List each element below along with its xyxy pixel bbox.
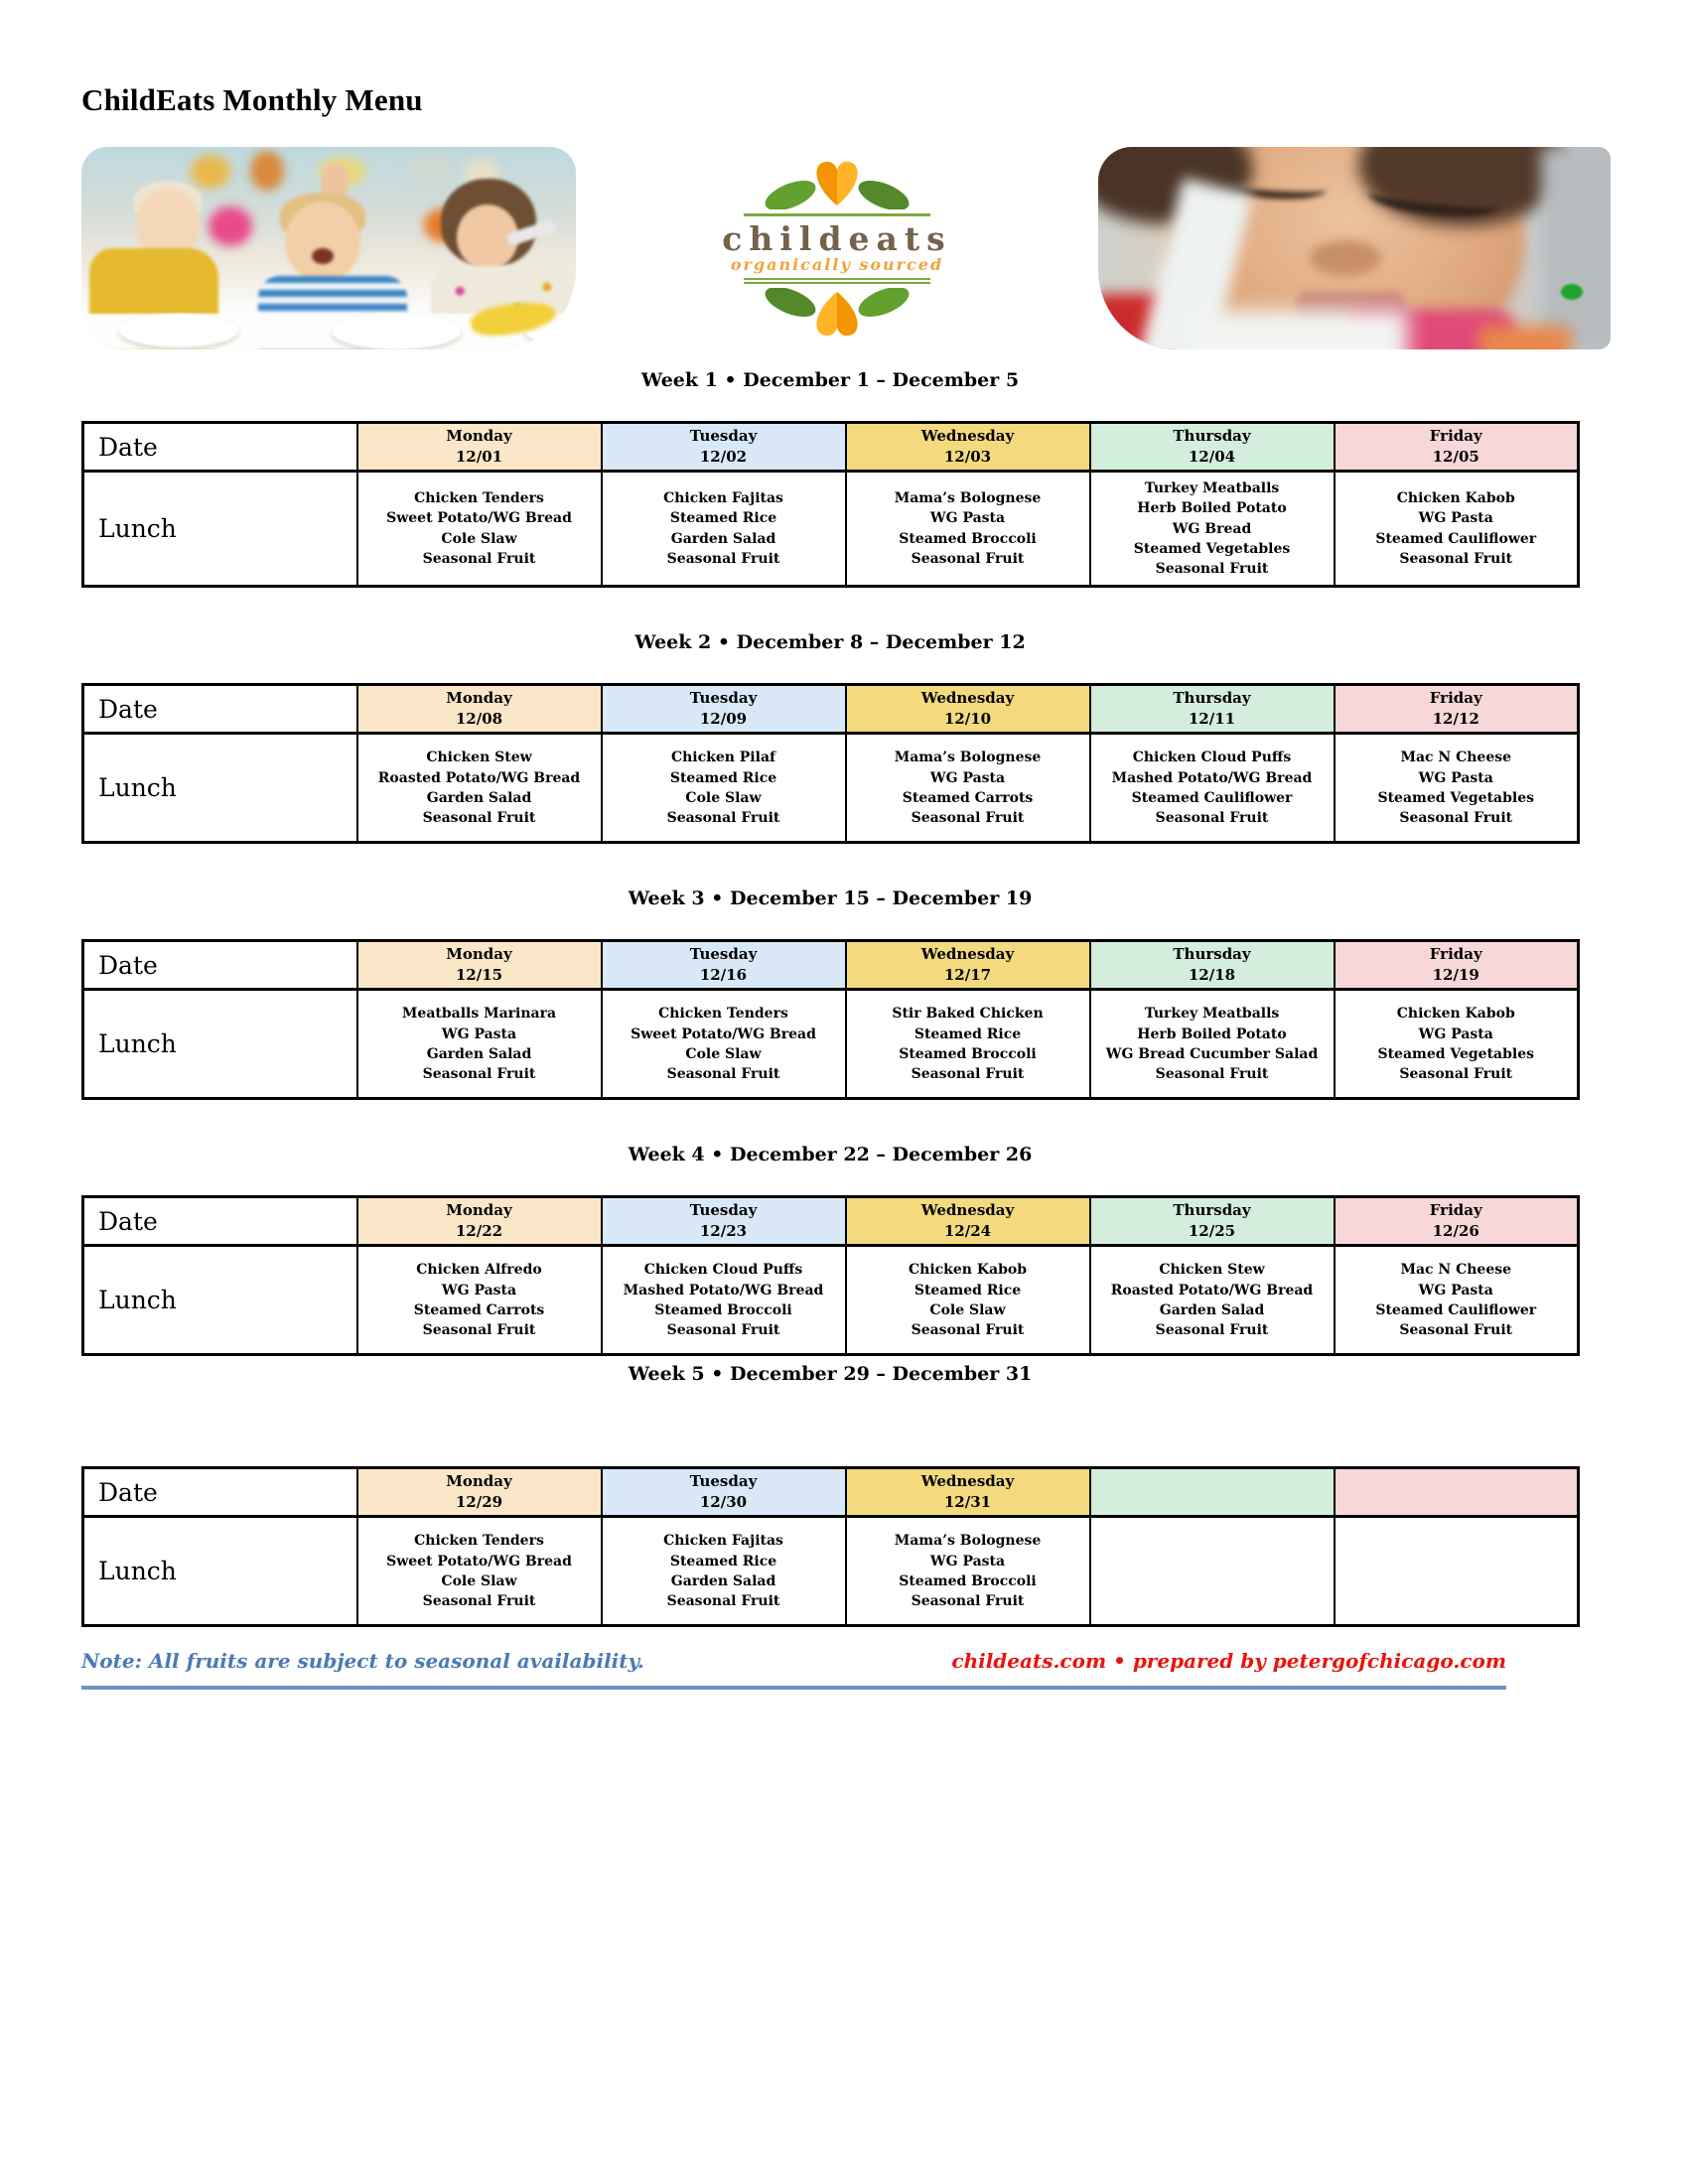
- menu-item: Chicken Tenders: [414, 1533, 544, 1550]
- menu-item: Seasonal Fruit: [911, 810, 1025, 827]
- logo-wordmark: childeats: [722, 218, 952, 258]
- day-header: [1335, 685, 1579, 734]
- week-section-3: [81, 887, 1688, 1100]
- day-name: Monday: [446, 945, 512, 964]
- menu-item: WG Pasta: [1418, 769, 1493, 786]
- photo-background: [1541, 147, 1611, 349]
- menu-cell: [357, 1517, 602, 1626]
- menu-item: Roasted Potato/WG Bread: [377, 769, 581, 786]
- menu-table: [81, 421, 1580, 588]
- lunch-row-label: Lunch: [83, 990, 357, 1099]
- menu-item: Sweet Potato/WG Bread: [386, 1553, 572, 1570]
- day-date: 12/10: [943, 710, 992, 729]
- menu-cell: [1335, 990, 1579, 1099]
- week-heading: Week 5 • December 29 – December 31: [628, 1363, 1033, 1386]
- week-section-2: [81, 631, 1688, 844]
- menu-item: Garden Salad: [1159, 1301, 1265, 1318]
- menu-item: Steamed Rice: [914, 1025, 1022, 1042]
- day-date: 12/17: [943, 966, 992, 985]
- menu-item: Garden Salad: [426, 789, 532, 806]
- menu-cell: [846, 1246, 1090, 1355]
- menu-item: Chicken Alfredo: [416, 1262, 542, 1279]
- menu-cell: [602, 1517, 846, 1626]
- menu-item: Meatballs Marinara: [401, 1006, 557, 1023]
- day-name: Monday: [446, 427, 512, 445]
- date-row-label: Date: [83, 423, 357, 472]
- day-header: [846, 1197, 1090, 1246]
- day-header: [357, 941, 602, 990]
- menu-item: WG Pasta: [441, 1282, 517, 1298]
- logo-tagline: organically sourced: [730, 254, 944, 274]
- menu-item: Chicken Kabob: [1396, 490, 1515, 507]
- day-header: [1090, 941, 1335, 990]
- day-name: Thursday: [1173, 1201, 1251, 1220]
- photo-nose: [1310, 240, 1381, 276]
- menu-cell: [1090, 472, 1335, 587]
- photo-decor: [191, 155, 230, 189]
- menu-item: WG Pasta: [1418, 1282, 1493, 1298]
- day-header: [1090, 1468, 1335, 1517]
- day-date: 12/15: [455, 966, 503, 985]
- day-header: [1335, 941, 1579, 990]
- day-date: 12/26: [1432, 1222, 1479, 1241]
- menu-table: [81, 1195, 1580, 1356]
- menu-item: Turkey Meatballs: [1144, 1006, 1280, 1023]
- day-date: 12/23: [699, 1222, 748, 1241]
- date-row-label: Date: [83, 1197, 357, 1246]
- menu-item: Seasonal Fruit: [911, 551, 1025, 568]
- day-date: 12/22: [455, 1222, 503, 1241]
- photo-child-center: [312, 248, 334, 264]
- menu-item: Chicken Kabob: [1396, 1006, 1515, 1023]
- day-header: [602, 423, 846, 472]
- menu-item: Seasonal Fruit: [911, 1066, 1025, 1083]
- menu-item: Seasonal Fruit: [1155, 561, 1269, 578]
- menu-cell: [1335, 472, 1579, 587]
- menu-item: Steamed Vegetables: [1377, 789, 1535, 806]
- menu-item: Steamed Rice: [669, 1553, 777, 1570]
- menu-cell: [1090, 990, 1335, 1099]
- menu-item: Mama’s Bolognese: [894, 490, 1042, 507]
- photo-foreground: [1186, 310, 1408, 349]
- lunch-row-label: Lunch: [83, 1246, 357, 1355]
- day-name: Wednesday: [920, 689, 1015, 708]
- menu-cell: [602, 1246, 846, 1355]
- menu-item: Seasonal Fruit: [1399, 551, 1513, 568]
- day-header: [357, 1468, 602, 1517]
- day-header: [846, 941, 1090, 990]
- menu-item: Seasonal Fruit: [422, 810, 536, 827]
- photo-bowl: [332, 314, 461, 349]
- day-header: [846, 1468, 1090, 1517]
- day-header: [1335, 1197, 1579, 1246]
- menu-item: Steamed Cauliflower: [1375, 1301, 1537, 1318]
- menu-item: Herb Boiled Potato: [1137, 1025, 1287, 1042]
- menu-item: Sweet Potato/WG Bread: [631, 1025, 816, 1042]
- menu-table: [81, 939, 1580, 1100]
- logo-rule-top: [744, 213, 930, 216]
- menu-cell: [1090, 1246, 1335, 1355]
- menu-item: Seasonal Fruit: [666, 551, 780, 568]
- day-name: Monday: [446, 689, 512, 708]
- day-date: 12/11: [1188, 710, 1236, 729]
- menu-item: Seasonal Fruit: [1399, 1322, 1513, 1339]
- day-name: Monday: [446, 1472, 512, 1491]
- day-header: [1090, 423, 1335, 472]
- menu-item: Seasonal Fruit: [1399, 1066, 1513, 1083]
- menu-item: WG Pasta: [929, 769, 1006, 786]
- day-header: [1335, 423, 1579, 472]
- day-header: [1335, 1468, 1579, 1517]
- photo-children-eating: [81, 147, 576, 349]
- week-heading: Week 4 • December 22 – December 26: [628, 1144, 1033, 1166]
- menu-item: Seasonal Fruit: [422, 551, 536, 568]
- day-name: Friday: [1429, 945, 1482, 964]
- menu-cell: [357, 990, 602, 1099]
- day-header: [602, 941, 846, 990]
- menu-item: Chicken Kabob: [909, 1262, 1027, 1279]
- menu-item: Steamed Cauliflower: [1375, 530, 1537, 547]
- menu-item: Garden Salad: [670, 530, 776, 547]
- menu-item: Chicken Fajitas: [663, 1533, 783, 1550]
- menu-item: Steamed Broccoli: [654, 1301, 792, 1318]
- menu-item: Garden Salad: [426, 1045, 532, 1062]
- menu-item: Steamed Vegetables: [1133, 540, 1291, 557]
- menu-cell: [1335, 1517, 1579, 1626]
- lunch-row-label: Lunch: [83, 1517, 357, 1626]
- menu-item: Cole Slaw: [685, 789, 762, 806]
- date-row-label: Date: [83, 1468, 357, 1517]
- day-date: 12/19: [1432, 966, 1479, 985]
- footer-credit: childeats.com • prepared by petergofchicago.com: [951, 1649, 1506, 1674]
- menu-item: WG Pasta: [441, 1025, 517, 1042]
- menu-item: Seasonal Fruit: [1399, 810, 1513, 827]
- day-header: [357, 685, 602, 734]
- menu-item: Chicken Stew: [1159, 1262, 1265, 1279]
- day-name: Tuesday: [689, 1201, 758, 1220]
- day-header: [602, 1468, 846, 1517]
- photo-child-center: [285, 202, 360, 283]
- menu-item: WG Pasta: [929, 1553, 1006, 1570]
- day-name: Monday: [446, 1201, 512, 1220]
- logo-rule-bottom: [744, 278, 930, 284]
- menu-item: Steamed Broccoli: [899, 1045, 1037, 1062]
- day-date: 12/18: [1188, 966, 1236, 985]
- lunch-row-label: Lunch: [83, 734, 357, 843]
- day-date: 12/30: [699, 1493, 748, 1512]
- day-name: Tuesday: [689, 427, 758, 445]
- week-section-4: [81, 1144, 1688, 1356]
- day-name: Tuesday: [689, 945, 758, 964]
- menu-item: Sweet Potato/WG Bread: [386, 510, 572, 527]
- day-header: [602, 1197, 846, 1246]
- menu-cell: [357, 734, 602, 843]
- menu-item: Seasonal Fruit: [666, 1322, 780, 1339]
- week-section-5: [81, 1363, 1688, 1627]
- logo-area: [576, 147, 1098, 349]
- menu-item: Mama’s Bolognese: [894, 1533, 1042, 1550]
- day-name: Wednesday: [920, 1472, 1015, 1491]
- menu-item: WG Pasta: [929, 510, 1006, 527]
- menu-cell: [357, 472, 602, 587]
- menu-item: Seasonal Fruit: [1155, 810, 1269, 827]
- menu-item: Steamed Vegetables: [1377, 1045, 1535, 1062]
- photo-decor: [250, 151, 284, 191]
- day-date: 12/24: [943, 1222, 992, 1241]
- day-name: Friday: [1429, 427, 1482, 445]
- menu-cell: [846, 990, 1090, 1099]
- menu-item: Seasonal Fruit: [422, 1593, 536, 1610]
- week-section-1: [81, 369, 1688, 588]
- day-header: [602, 685, 846, 734]
- menu-item: Seasonal Fruit: [1155, 1066, 1269, 1083]
- menu-item: Steamed Carrots: [413, 1301, 545, 1318]
- header-banner: [81, 147, 1611, 349]
- day-date: 12/05: [1432, 448, 1479, 466]
- menu-item: Chicken Cloud Puffs: [643, 1262, 803, 1279]
- day-name: Thursday: [1173, 689, 1251, 708]
- menu-item: Mama’s Bolognese: [894, 750, 1042, 766]
- menu-item: Cole Slaw: [685, 1045, 762, 1062]
- day-date: 12/02: [699, 448, 748, 466]
- day-name: Tuesday: [689, 1472, 758, 1491]
- day-name: Wednesday: [920, 945, 1015, 964]
- menu-item: Seasonal Fruit: [666, 1066, 780, 1083]
- menu-item: Roasted Potato/WG Bread: [1110, 1282, 1314, 1298]
- menu-item: Seasonal Fruit: [1155, 1322, 1269, 1339]
- menu-item: Seasonal Fruit: [666, 810, 780, 827]
- day-date: 12/04: [1188, 448, 1236, 466]
- week-heading: Week 1 • December 1 – December 5: [640, 369, 1020, 391]
- photo-decor: [409, 153, 449, 189]
- day-name: Tuesday: [689, 689, 758, 708]
- menu-item: Chicken Pilaf: [670, 750, 776, 766]
- menu-item: Seasonal Fruit: [422, 1066, 536, 1083]
- menu-item: Seasonal Fruit: [911, 1593, 1025, 1610]
- menu-item: WG Bread Cucumber Salad: [1105, 1045, 1319, 1062]
- menu-item: Steamed Carrots: [902, 789, 1034, 806]
- menu-item: Steamed Broccoli: [899, 1572, 1037, 1589]
- menu-item: Cole Slaw: [929, 1301, 1006, 1318]
- day-name: Wednesday: [920, 1201, 1015, 1220]
- menu-item: Herb Boiled Potato: [1137, 500, 1287, 517]
- menu-item: Steamed Rice: [914, 1282, 1022, 1298]
- footer-divider: [81, 1686, 1506, 1690]
- day-header: [846, 685, 1090, 734]
- weeks-container: [81, 369, 1688, 1627]
- day-name: Friday: [1429, 1201, 1482, 1220]
- menu-cell: [602, 472, 846, 587]
- menu-item: Chicken Cloud Puffs: [1132, 750, 1292, 766]
- menu-item: Seasonal Fruit: [911, 1322, 1025, 1339]
- menu-item: Mashed Potato/WG Bread: [1111, 769, 1313, 786]
- day-date: 12/01: [455, 448, 503, 466]
- menu-cell: [602, 734, 846, 843]
- day-header: [846, 423, 1090, 472]
- day-name: Thursday: [1173, 945, 1251, 964]
- menu-cell: [846, 472, 1090, 587]
- menu-cell: [357, 1246, 602, 1355]
- menu-item: WG Pasta: [1418, 1025, 1493, 1042]
- day-date: 12/03: [943, 448, 992, 466]
- day-date: 12/12: [1432, 710, 1479, 729]
- menu-item: WG Pasta: [1418, 510, 1493, 527]
- seasonal-note: Note: All fruits are subject to seasonal availability.: [81, 1649, 644, 1674]
- menu-item: Chicken Tenders: [658, 1006, 788, 1023]
- day-date: 12/31: [943, 1493, 992, 1512]
- day-date: 12/29: [455, 1493, 503, 1512]
- photo-decor: [209, 206, 252, 246]
- day-date: 12/16: [699, 966, 748, 985]
- menu-cell: [846, 734, 1090, 843]
- menu-item: Mac N Cheese: [1400, 1262, 1512, 1279]
- day-date: 12/09: [699, 710, 748, 729]
- menu-item: Turkey Meatballs: [1144, 480, 1280, 496]
- menu-item: Steamed Rice: [669, 510, 777, 527]
- childeats-logo: [693, 154, 981, 343]
- date-row-label: Date: [83, 941, 357, 990]
- menu-item: Mashed Potato/WG Bread: [623, 1282, 824, 1298]
- menu-item: Seasonal Fruit: [666, 1593, 780, 1610]
- menu-cell: [846, 1517, 1090, 1626]
- menu-cell: [1335, 1246, 1579, 1355]
- menu-item: Cole Slaw: [441, 530, 517, 547]
- photo-background: [1479, 326, 1571, 349]
- menu-item: Seasonal Fruit: [422, 1322, 536, 1339]
- day-name: Thursday: [1173, 427, 1251, 445]
- menu-item: Garden Salad: [670, 1572, 776, 1589]
- menu-cell: [1090, 1517, 1335, 1626]
- photo-bowl: [119, 314, 238, 347]
- logo-heart-leaves-top-icon: [743, 154, 931, 209]
- menu-item: Steamed Cauliflower: [1131, 789, 1293, 806]
- day-header: [357, 423, 602, 472]
- photo-child-closeup: [1098, 147, 1611, 349]
- menu-item: Chicken Stew: [426, 750, 532, 766]
- menu-item: Steamed Broccoli: [899, 530, 1037, 547]
- menu-item: Chicken Fajitas: [663, 490, 783, 507]
- day-header: [1090, 1197, 1335, 1246]
- menu-item: Chicken Tenders: [414, 490, 544, 507]
- menu-table: [81, 1466, 1580, 1627]
- menu-item: Steamed Rice: [669, 769, 777, 786]
- day-name: Friday: [1429, 689, 1482, 708]
- day-header: [1090, 685, 1335, 734]
- menu-cell: [1335, 734, 1579, 843]
- day-date: 12/25: [1188, 1222, 1236, 1241]
- menu-table: [81, 683, 1580, 844]
- menu-cell: [602, 990, 846, 1099]
- menu-cell: [1090, 734, 1335, 843]
- day-date: 12/08: [455, 710, 503, 729]
- page-title: ChildEats Monthly Menu: [81, 82, 423, 117]
- menu-item: Cole Slaw: [441, 1572, 517, 1589]
- week-heading: Week 2 • December 8 – December 12: [634, 631, 1026, 654]
- menu-item: Stir Baked Chicken: [892, 1006, 1044, 1023]
- footer: [81, 1649, 1506, 1673]
- day-name: Wednesday: [920, 427, 1015, 445]
- menu-item: Mac N Cheese: [1400, 750, 1512, 766]
- lunch-row-label: Lunch: [83, 472, 357, 587]
- photo-green-pea: [1561, 284, 1583, 300]
- menu-item: WG Bread: [1172, 520, 1252, 537]
- logo-heart-leaves-bottom-icon: [743, 288, 931, 343]
- day-header: [357, 1197, 602, 1246]
- date-row-label: Date: [83, 685, 357, 734]
- week-heading: Week 3 • December 15 – December 19: [628, 887, 1033, 910]
